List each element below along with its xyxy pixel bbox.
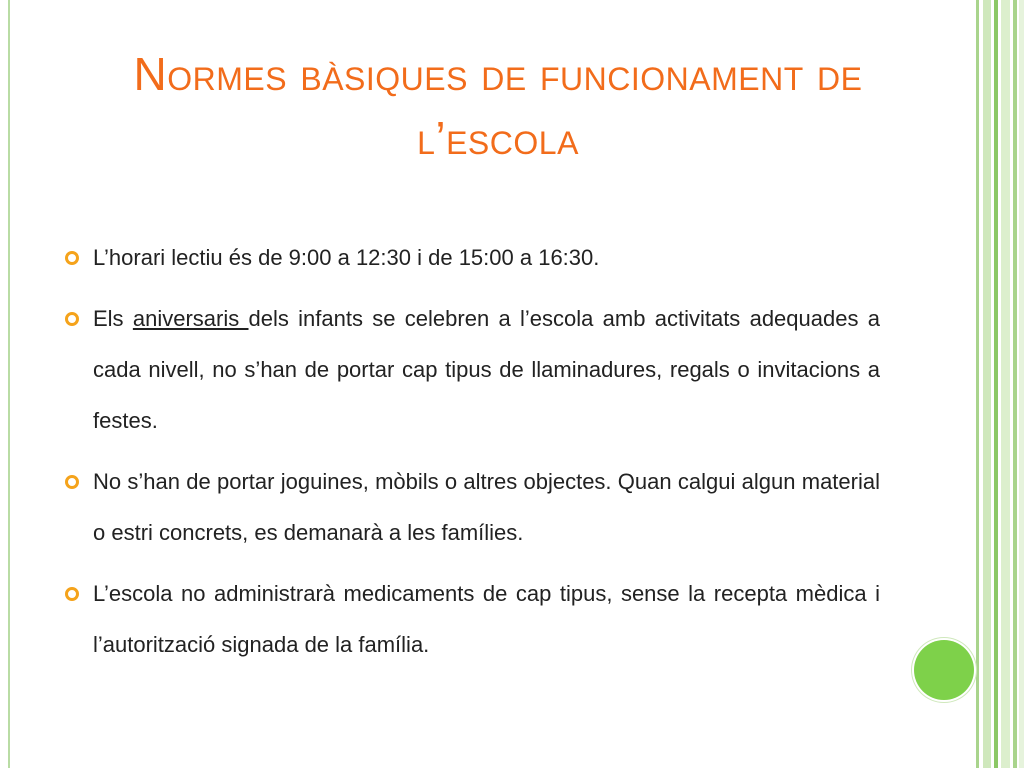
right-stripe [1001,0,1010,768]
right-stripe [1019,0,1024,768]
right-stripe [994,0,998,768]
bullet-text: L’horari lectiu és de 9:00 a 12:30 i de 15:00 a 16:30. [93,245,600,270]
underlined-word: aniversaris [132,306,249,331]
left-frame-line [8,0,10,768]
bullet-text: No s’han de portar joguines, mòbils o altres objectes. Quan calgui algun material o estri concrets, es demanarà a les famílies. [93,469,880,545]
ring-bullet-icon [65,312,79,326]
ring-bullet-icon [65,475,79,489]
bullet-item-birthdays [60,293,880,446]
green-circle-decoration [914,640,974,700]
right-stripe [983,0,991,768]
bullet-item-objects [60,456,880,558]
ring-bullet-icon [65,587,79,601]
bullet-list [60,232,880,680]
bullet-item-medication [60,568,880,670]
ring-bullet-icon [65,251,79,265]
bullet-item-schedule [60,232,880,283]
slide-title: Normes bàsiques de funcionament de l’escola [133,48,863,164]
right-stripe [976,0,979,768]
bullet-text-before: Els [93,306,133,331]
bullet-text: L’escola no administrarà medicaments de cap tipus, sense la recepta mèdica i l’autorització signada de la família. [93,581,880,657]
bullet-text-after: dels infants se celebren a l’escola amb activitats adequades a cada nivell, no s’han de portar cap tipus de llaminadures, regals o invitacions a festes. [93,306,880,433]
right-stripe [1013,0,1017,768]
